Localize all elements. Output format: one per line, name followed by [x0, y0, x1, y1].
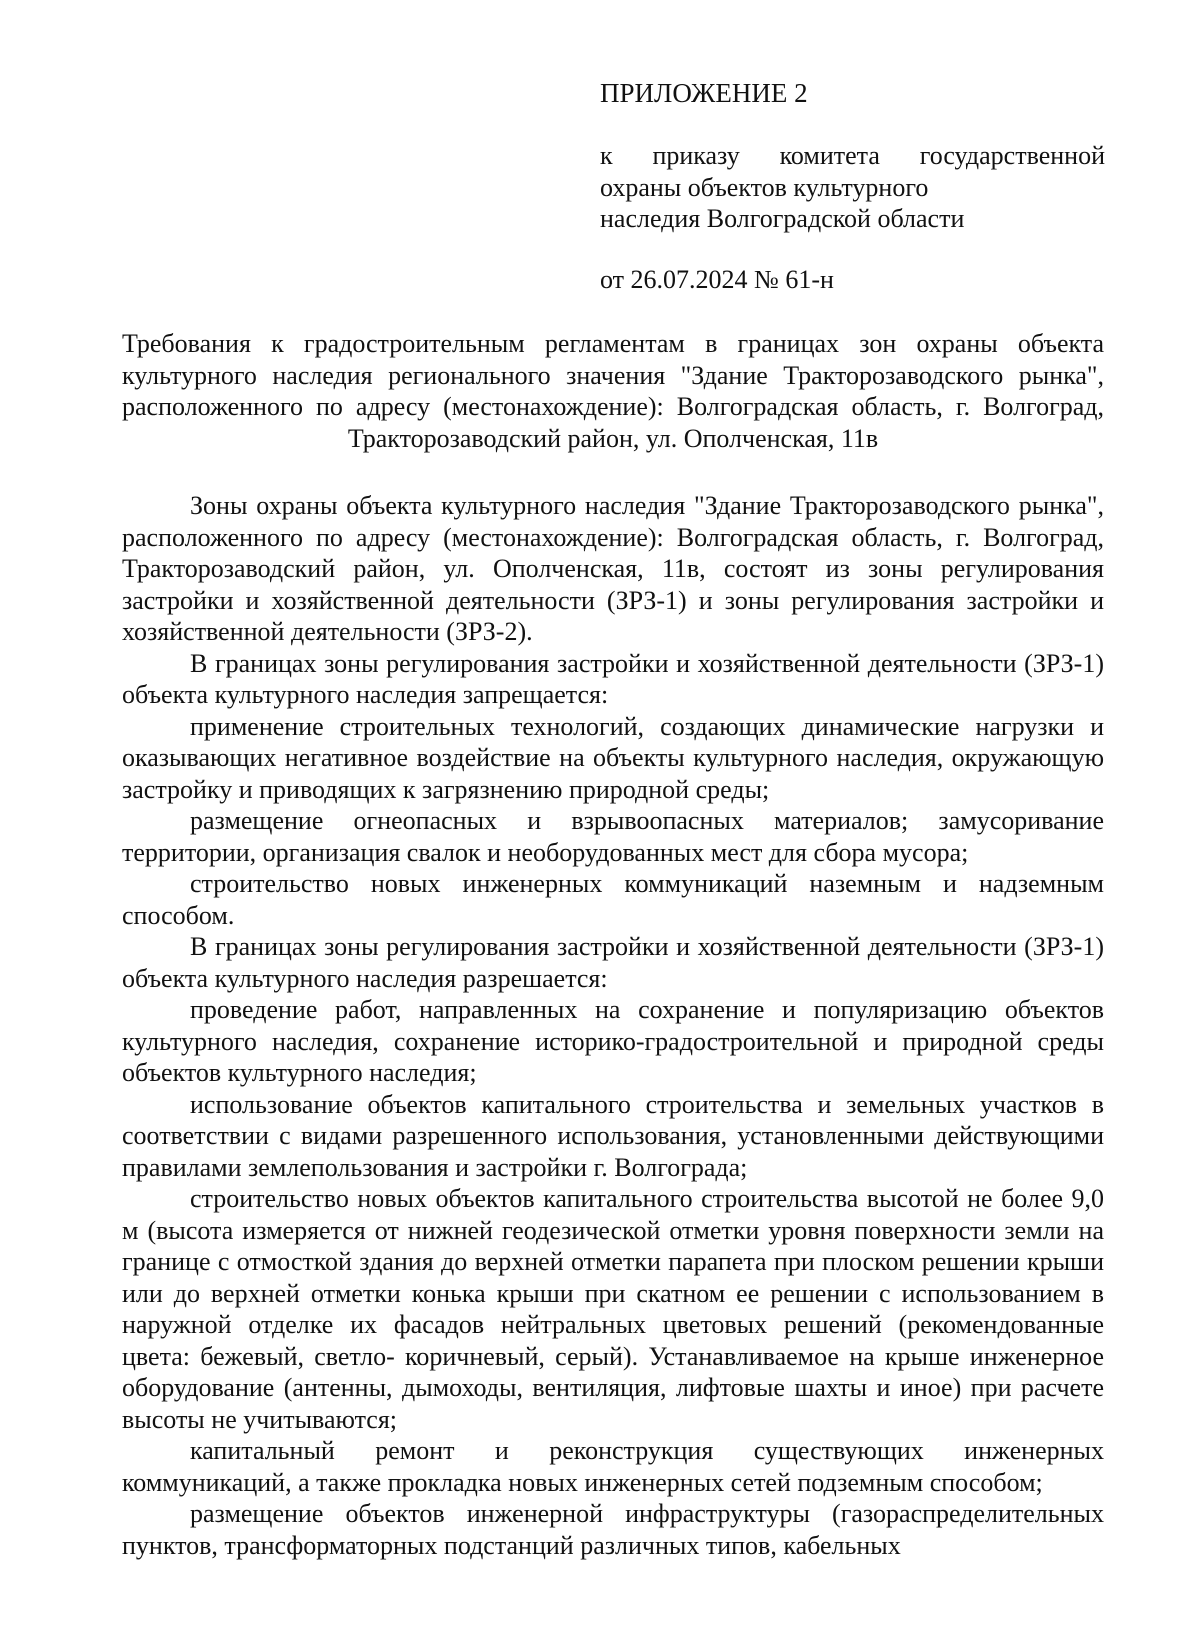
- paragraph: В границах зоны регулирования застройки и хозяйственной деятельности (ЗРЗ-1) объекта культурного наследия запрещается:: [122, 648, 1104, 709]
- paragraph: применение строительных технологий, создающих динамические нагрузки и оказывающих негативное воздействие на объекты культурного наследия, окружающую застройку и приводящих к загрязнению природной среды;: [122, 711, 1104, 804]
- paragraph: строительство новых инженерных коммуникаций наземным и надземным способом.: [122, 869, 1104, 930]
- appendix-date: от 26.07.2024 № 61-н: [600, 265, 834, 294]
- appendix-order-line: к приказу комитета государственной: [600, 141, 1105, 170]
- paragraph: размещение объектов инженерной инфраструктуры (газораспределительных пунктов, трансформаторных подстанций различных типов, кабельных: [122, 1499, 1104, 1560]
- appendix-order-line: наследия Волгоградской области: [600, 204, 965, 233]
- paragraph: размещение огнеопасных и взрывоопасных материалов; замусоривание территории, организация свалок и необорудованных мест для сбора мусора;: [122, 806, 1104, 867]
- paragraph: проведение работ, направленных на сохранение и популяризацию объектов культурного наследия, сохранение историко-градостроительной и природной среды объектов культурного наследия;: [122, 995, 1104, 1087]
- appendix-title: ПРИЛОЖЕНИЕ 2: [600, 78, 808, 108]
- document-body: [122, 490, 1104, 1561]
- document-heading: Требования к градостроительным регламентам в границах зон охраны объекта культурного наследия регионального значения "Здание Тракторозаводского рынка", расположенного по адресу (местонахождение): Волгоградская область, г. Волгоград, Тракторозаводский район, ул. Ополченская, 11в: [122, 329, 1104, 453]
- paragraph: строительство новых объектов капитального строительства высотой не более 9,0 м (высота измеряется от нижней геодезической отметки уровня поверхности земли на границе с отмосткой здания до верхней отметки парапета при плоском решении крыши или до верхней отметки конька крыши при скатном ее решении с использованием в наружной отделке их фасадов нейтральных цветовых решений (рекомендованные цвета: бежевый, светло- коричневый, серый). Устанавливаемое на крыше инженерное оборудование (антенны, дымоходы, вентиляция, лифтовые шахты и иное) при расчете высоты не учитываются;: [122, 1184, 1104, 1434]
- paragraph: В границах зоны регулирования застройки и хозяйственной деятельности (ЗРЗ-1) объекта культурного наследия разрешается:: [122, 932, 1104, 993]
- paragraph: Зоны охраны объекта культурного наследия "Здание Тракторозаводского рынка", расположенного по адресу (местонахождение): Волгоградская область, г. Волгоград, Тракторозаводский район, ул. Ополченская, 11в, состоят из зоны регулирования застройки и хозяйственной деятельности (ЗРЗ-1) и зоны регулирования застройки и хозяйственной деятельности (ЗРЗ-2).: [122, 491, 1104, 646]
- appendix-order-line: охраны объектов культурного: [600, 172, 929, 202]
- paragraph: капитальный ремонт и реконструкция существующих инженерных коммуникаций, а также прокладка новых инженерных сетей подземным способом;: [122, 1436, 1104, 1497]
- appendix-order-reference: [600, 140, 1105, 235]
- paragraph: использование объектов капитального строительства и земельных участков в соответствии с видами разрешенного использования, установленными действующими правилами землепользования и застройки г. Волгограда;: [122, 1089, 1104, 1182]
